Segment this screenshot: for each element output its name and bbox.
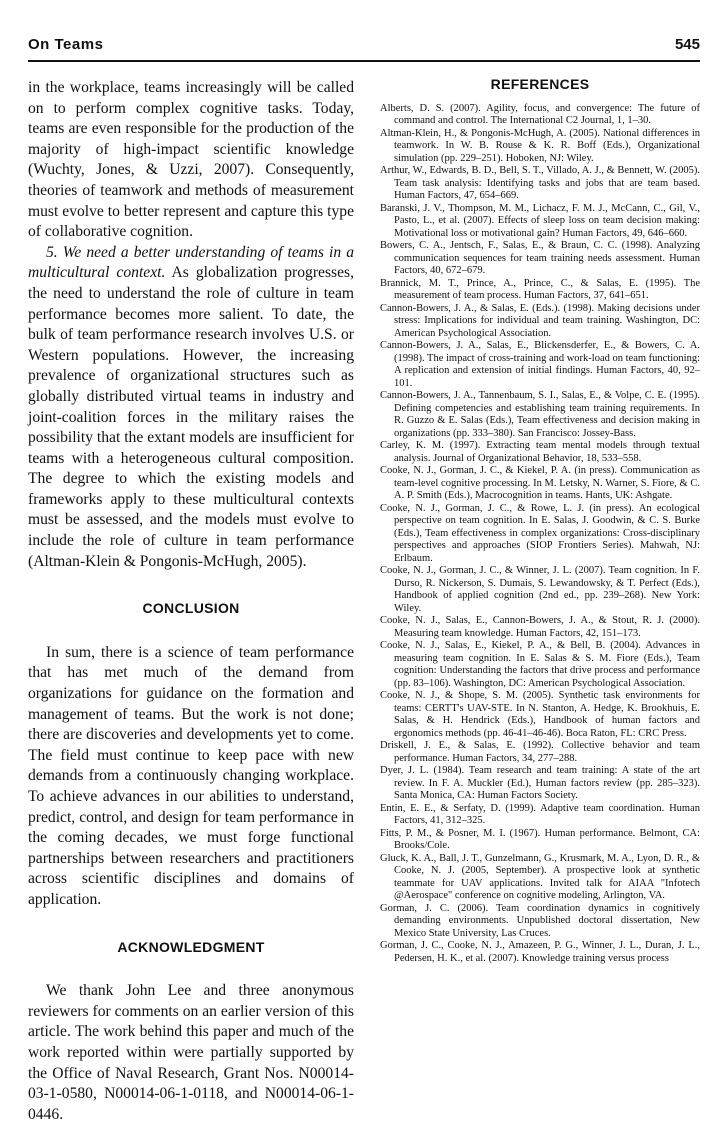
reference-item: Fitts, P. M., & Posner, M. I. (1967). Human performance. Belmont, CA: Brooks/Cole. (380, 827, 700, 851)
reference-item: Cooke, N. J., & Shope, S. M. (2005). Synthetic task environments for teams: CERTT's UAV-STE. In N. Stanton, A. Hedge, K. Brookhuis, E. Salas, & H. Hendrick (Eds.), Handbook of human factors and ergonomics methods (pp. 46-41–46-46). Boca Raton, FL: CRC Press. (380, 690, 700, 739)
reference-item: Alberts, D. S. (2007). Agility, focus, and convergence: The future of command and control. The International C2 Journal, 1, 1–30. (380, 102, 700, 126)
reference-item: Gorman, J. C., Cooke, N. J., Amazeen, P. G., Winner, J. L., Duran, J. L., Pedersen, H. K., et al. (2007). Knowledge training versus process (380, 940, 700, 964)
reference-item: Gluck, K. A., Ball, J. T., Gunzelmann, G., Krusmark, M. A., Lyon, D. R., & Cooke, N. J. (2005, September). A prospective look at synthetic teammate for UAV applications. Invited talk for AIAA "Infotech @Aerospace" conference on cognitive modeling, Arlington, VA. (380, 852, 700, 901)
reference-item: Entin, E. E., & Serfaty, D. (1999). Adaptive team coordination. Human Factors, 41, 312–325. (380, 802, 700, 826)
reference-item: Brannick, M. T., Prince, A., Prince, C., & Salas, E. (1995). The measurement of team process. Human Factors, 37, 641–651. (380, 277, 700, 301)
body-paragraph: in the workplace, teams increasingly will be called on to perform complex cognitive tasks. Today, teams are even responsible for the production of the majority of high-impact scientific knowledge (Wuchty, Jones, & Uzzi, 2007). Consequently, theories of teamwork and methods of measurement must evolve to better represent and capture this type of collaborative cognition. (28, 79, 354, 241)
reference-item: Cannon-Bowers, J. A., Tannenbaum, S. I., Salas, E., & Volpe, C. E. (1995). Defining competencies and establishing team training requirements. In R. Guzzo & E. Salas (Eds.), Team effectiveness and decision making in organizations (pp. 333–380). San Francisco: Jossey-Bass. (380, 390, 700, 439)
reference-item: Baranski, J. V., Thompson, M. M., Lichacz, F. M. J., McCann, C., Gil, V., Pasto, L., et al. (2007). Effects of sleep loss on team decision making: Motivational loss or motivational gain? Human Factors, 49, 646–660. (380, 202, 700, 239)
references-column (380, 78, 700, 965)
reference-item: Altman-Klein, H., & Pongonis-McHugh, A. (2005). National differences in teamwork. In W. B. Rouse & K. R. Boff (Eds.), Organizational simulation (pp. 229–251). Hoboken, NJ: Wiley. (380, 127, 700, 164)
references-heading: REFERENCES (490, 76, 590, 92)
paragraph-lead-in: 5. We need a better understanding of teams in a multicultural context. (28, 243, 354, 282)
reference-item: Cannon-Bowers, J. A., Salas, E., Blickensderfer, E., & Bowers, C. A. (1998). The impact of cross-training and work-load on team functioning: A replication and extension of initial findings. Human Factors, 40, 92–101. (380, 340, 700, 389)
reference-item: Carley, K. M. (1997). Extracting team mental models through textual analysis. Journal of Organizational Behavior, 18, 533–558. (380, 440, 700, 464)
reference-item: Cannon-Bowers, J. A., & Salas, E. (Eds.). (1998). Making decisions under stress: Implications for individual and team training. Washington, DC: American Psychological Association. (380, 302, 700, 339)
running-title: On Teams (28, 36, 104, 53)
conclusion-paragraph: In sum, there is a science of team performance that has met much of the demand from organizations for guidance on the formation and management of teams. But the work is not done; there are discoveries and developments yet to come. The field must continue to keep pace with new demands from a continuously changing workplace. To achieve advances in our abilities to understand, predict, control, and design for team performance in the coming decades, we must forge functional partnerships between researchers and practitioners across scientific disciplines and domains of application. (28, 643, 354, 908)
body-paragraph (28, 243, 354, 573)
acknowledgment-paragraph: We thank John Lee and three anonymous reviewers for comments on an earlier version of this article. The work behind this paper and much of the work reported within were partially supported by the Office of Naval Research, Grant Nos. N00014-03-1-0580, N00014-06-1-0118, and N00014-06-1-0446. (28, 982, 354, 1123)
reference-item: Driskell, J. E., & Salas, E. (1992). Collective behavior and team performance. Human Factors, 34, 277–288. (380, 740, 700, 764)
paragraph-body: As globalization progresses, the need to understand the role of culture in team performance becomes more salient. To date, the bulk of team performance research involves U.S. or Western populations. However, the increasing prevalence of organizational structures such as globally distributed virtual teams in industry and joint-coalition forces in the military raises the possibility that the extant models are insufficient for teams with a heterogeneous cultural composition. The degree to which the existing models and frameworks apply to these multicultural contexts must be assessed, and the models must evolve to include the role of culture in team performance (Altman-Klein & Pongonis-McHugh, 2005). (28, 264, 354, 570)
reference-item: Cooke, N. J., Gorman, J. C., & Rowe, L. J. (in press). An ecological perspective on team cognition. In E. Salas, J. Goodwin, & C. S. Burke (Eds.), Team effectiveness in complex organizations: Cross-disciplinary perspectives and approaches (SIOP Frontiers Series). Mahwah, NJ: Erlbaum. (380, 502, 700, 564)
acknowledgment-heading: ACKNOWLEDGMENT (117, 938, 265, 955)
reference-item: Bowers, C. A., Jentsch, F., Salas, E., & Braun, C. C. (1998). Analyzing communication sequences for team training needs assessment. Human Factors, 40, 672–679. (380, 240, 700, 276)
reference-item: Cooke, N. J., Salas, E., Kiekel, P. A., & Bell, B. (2004). Advances in measuring team cognition. In E. Salas & S. M. Fiore (Eds.), Team cognition: Understanding the factors that drive process and performance (pp. 83–106). Washington, DC: American Psychological Association. (380, 640, 700, 689)
reference-list (380, 103, 700, 966)
left-column (28, 78, 354, 1125)
reference-item: Arthur, W., Edwards, B. D., Bell, S. T., Villado, A. J., & Bennett, W. (2005). Team task analysis: Identifying tasks and jobs that are team based. Human Factors, 47, 654–669. (380, 165, 700, 201)
reference-item: Dyer, J. L. (1984). Team research and team training: A state of the art review. In F. A. Muckler (Ed.), Human factors review (pp. 285–323). Santa Monica, CA: Human Factors Society. (380, 765, 700, 801)
reference-item: Cooke, N. J., Gorman, J. C., & Kiekel, P. A. (in press). Communication as team-level cognitive processing. In M. Letsky, N. Warner, S. Fiore, & C. A. P. Smith (Eds.), Macrocognition in teams. Hants, UK: Ashgate. (380, 465, 700, 501)
reference-item: Cooke, N. J., Gorman, J. C., & Winner, J. L. (2007). Team cognition. In F. Durso, R. Nickerson, S. Dumais, S. Lewandowsky, & T. Perfect (Eds.), Handbook of applied cognition (2nd ed., pp. 239–268). New York: Wiley. (380, 565, 700, 614)
running-header (28, 30, 700, 62)
page-number: 545 (674, 36, 700, 53)
reference-item: Cooke, N. J., Salas, E., Cannon-Bowers, J. A., & Stout, R. J. (2000). Measuring team knowledge. Human Factors, 42, 151–173. (380, 615, 700, 639)
conclusion-heading: CONCLUSION (142, 600, 240, 617)
reference-item: Gorman, J. C. (2006). Team coordination dynamics in cognitively demanding environments. Unpublished doctoral dissertation, New Mexico State University, Las Cruces. (380, 902, 700, 939)
